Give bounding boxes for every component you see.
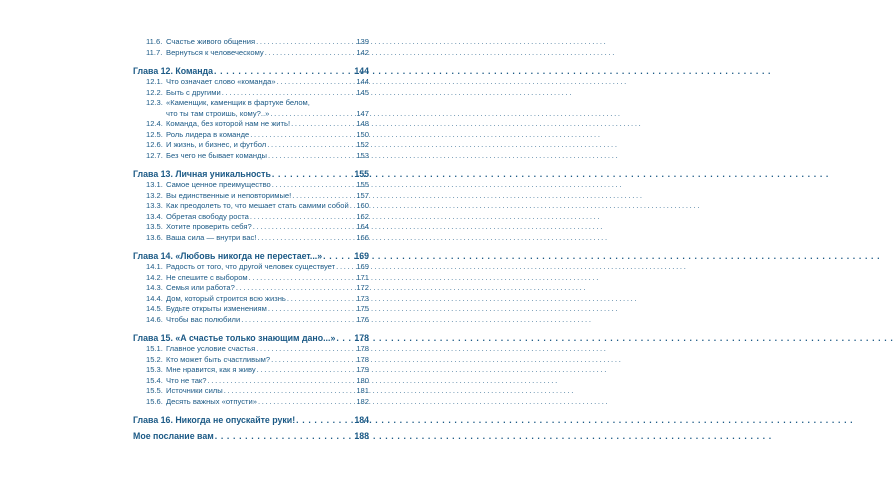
page-number: 162: [356, 211, 369, 221]
toc-section-row[interactable]: [133, 233, 369, 244]
toc-section-row[interactable]: [133, 294, 369, 305]
section-number: 12.1.: [146, 77, 163, 86]
toc-section-row[interactable]: [133, 119, 369, 130]
section-title: Радость от того, что другой человек существует: [166, 262, 336, 271]
section-title: Счастье живого общения: [166, 37, 256, 46]
section-number: 15.3.: [146, 365, 163, 374]
toc-section-row[interactable]: [133, 191, 369, 202]
chapter-title: Мое послание вам: [133, 431, 214, 441]
section-number: 12.2.: [146, 87, 163, 97]
toc-section-row[interactable]: [133, 365, 369, 376]
page-number: 166: [356, 232, 369, 242]
dot-leader: [295, 414, 354, 426]
toc-section-row[interactable]: [133, 98, 369, 109]
dot-leader: [269, 109, 356, 120]
section-title: Без чего не бывает команды: [166, 150, 267, 160]
dot-leader: [223, 386, 357, 397]
section-number: 13.1.: [146, 180, 163, 189]
toc-section-row[interactable]: [133, 77, 369, 88]
dot-leader: [221, 88, 357, 99]
section-title: Команда, без которой нам не жить!: [166, 119, 291, 128]
dot-leader: [240, 315, 356, 326]
toc-section-row[interactable]: [133, 222, 369, 233]
section-title-continuation: что ты там строишь, кому?..»: [166, 108, 270, 118]
section-number: 15.2.: [146, 354, 163, 364]
toc-section-row[interactable]: [133, 262, 369, 273]
page-number: 180: [356, 375, 369, 385]
page-number: 172: [356, 283, 369, 292]
section-title: Самое ценное преимущество: [166, 180, 271, 189]
section-title: Главное условие счастья: [166, 344, 256, 353]
page-number: 155: [356, 180, 369, 189]
section-number: 13.4.: [146, 211, 163, 221]
page-number: 148: [356, 119, 369, 128]
section-number: 11.7.: [146, 47, 163, 57]
page-number: 164: [356, 222, 369, 231]
section-number: 15.4.: [146, 375, 163, 385]
toc-section-row[interactable]: [133, 344, 369, 355]
page-number: 178: [356, 354, 369, 364]
dot-leader: [271, 168, 354, 180]
dot-leader: [291, 191, 356, 202]
page-number: 173: [356, 293, 369, 303]
section-title: Кто может быть счастливым?: [166, 354, 271, 364]
section-title: Чтобы вас полюбили: [166, 314, 241, 324]
section-title: Мне нравится, как я живу: [166, 365, 256, 374]
dot-leader: [256, 365, 357, 376]
page-number: 160: [356, 201, 369, 210]
page-number: 147: [356, 108, 369, 118]
page-number: 150: [356, 129, 369, 139]
dot-leader: [206, 376, 356, 387]
section-number: 15.6.: [146, 396, 163, 406]
section-title: И жизнь, и бизнес, и футбол: [166, 140, 267, 149]
toc-section-row[interactable]: [133, 37, 369, 48]
page-number: 184: [354, 415, 369, 425]
page-number: 152: [356, 140, 369, 149]
dot-leader: [335, 332, 354, 344]
section-title: Источники силы: [166, 386, 223, 395]
page-number: 178: [354, 333, 369, 343]
page-number: 144: [356, 77, 369, 86]
section-title: Что не так?: [166, 375, 207, 385]
section-number: 14.4.: [146, 293, 163, 303]
dot-leader: [214, 430, 355, 442]
chapter-title: Глава 12. Команда: [133, 66, 214, 76]
toc-section-row[interactable]: [133, 151, 369, 162]
toc-section-row[interactable]: [133, 355, 369, 366]
dot-leader: [248, 273, 357, 284]
page-number: 182: [356, 396, 369, 406]
toc-section-row[interactable]: [133, 140, 369, 151]
page-number: 169: [354, 251, 369, 261]
section-number: 15.1.: [146, 344, 163, 353]
page-number: 144: [354, 66, 369, 76]
section-number: 11.6.: [146, 37, 163, 46]
section-number: 13.5.: [146, 222, 163, 231]
section-title: Роль лидера в команде: [166, 129, 250, 139]
page-number: 153: [356, 150, 369, 160]
dot-leader: [235, 283, 357, 294]
toc-section-row[interactable]: [133, 315, 369, 326]
dot-leader: [213, 65, 354, 77]
section-number: 14.3.: [146, 283, 163, 292]
page-number: 169: [356, 262, 369, 271]
dot-leader: [264, 48, 357, 59]
section-title: Быть с другими: [166, 87, 221, 97]
dot-leader: [349, 201, 357, 212]
dot-leader: [267, 151, 356, 162]
section-title: Семья или работа?: [166, 283, 235, 292]
section-title: Дом, который строится всю жизнь: [166, 293, 286, 303]
toc-section-row[interactable]: [133, 376, 369, 387]
dot-leader: [255, 344, 356, 355]
toc-chapter-row[interactable]: [133, 250, 369, 262]
section-number: 13.3.: [146, 201, 163, 210]
dot-leader: [249, 130, 356, 141]
toc-section-row[interactable]: [133, 273, 369, 284]
section-title: Не спешите с выбором: [166, 272, 248, 282]
page-number: 178: [356, 344, 369, 353]
section-title: Вернуться к человеческому: [166, 47, 264, 57]
toc-chapter-row[interactable]: [133, 332, 369, 344]
section-number: 15.5.: [146, 386, 163, 395]
section-title: «Каменщик, каменщик в фартуке белом,: [166, 98, 310, 107]
toc-section-row[interactable]: [133, 397, 369, 408]
dot-leader: [290, 119, 356, 130]
section-number: 14.5.: [146, 304, 163, 313]
section-number: 14.1.: [146, 262, 163, 271]
toc-section-row[interactable]: [133, 201, 369, 212]
toc-chapter-row[interactable]: [133, 430, 369, 442]
dot-leader: [286, 294, 356, 305]
section-number: 12.5.: [146, 129, 163, 139]
toc-chapter-row[interactable]: [133, 414, 369, 426]
section-title: Как преодолеть то, что мешает стать самими собой: [166, 201, 349, 210]
dot-leader: [255, 37, 356, 48]
page-number: 181: [356, 386, 369, 395]
dot-leader: [322, 250, 354, 262]
section-title: Что означает слово «команда»: [166, 77, 276, 86]
page-number: 179: [356, 365, 369, 374]
page-number: 176: [356, 314, 369, 324]
dot-leader: [252, 222, 357, 233]
page-number: 175: [356, 304, 369, 313]
dot-leader: [276, 77, 357, 88]
chapter-title: Глава 16. Никогда не опускайте руки!: [133, 415, 296, 425]
chapter-title: Глава 15. «А счастье только знающим дано...»: [133, 333, 336, 343]
page-number: 157: [356, 190, 369, 200]
section-number: 14.2.: [146, 272, 163, 282]
section-number: 12.6.: [146, 140, 163, 149]
page-number: 188: [354, 431, 369, 441]
section-title: Десять важных «отпусти»: [166, 396, 257, 406]
toc-section-row[interactable]: [133, 130, 369, 141]
table-of-contents: [133, 37, 369, 442]
chapter-title: Глава 14. «Любовь никогда не перестает...»: [133, 251, 323, 261]
section-number: 12.4.: [146, 119, 163, 128]
section-number: 12.7.: [146, 150, 163, 160]
dot-leader: [266, 140, 356, 151]
dot-leader: [256, 233, 356, 244]
section-title: Вы единственные и неповторимые!: [166, 190, 292, 200]
page-number: 145: [356, 87, 369, 97]
section-title: Ваша сила — внутри вас!: [166, 232, 257, 242]
page-number: 171: [356, 272, 369, 282]
section-title: Обретая свободу роста: [166, 211, 249, 221]
toc-chapter-row[interactable]: [133, 65, 369, 77]
toc-section-row[interactable]: [133, 180, 369, 191]
dot-leader: [267, 304, 357, 315]
section-number: 13.2.: [146, 190, 163, 200]
toc-section-row[interactable]: [133, 386, 369, 397]
toc-section-row[interactable]: [133, 304, 369, 315]
toc-section-continuation[interactable]: [133, 109, 369, 120]
toc-chapter-row[interactable]: [133, 168, 369, 180]
section-number: 14.6.: [146, 314, 163, 324]
section-number: 12.3.: [146, 98, 163, 107]
dot-leader: [335, 262, 356, 273]
page-number: 155: [354, 169, 369, 179]
toc-section-row[interactable]: [133, 283, 369, 294]
dot-leader: [271, 180, 357, 191]
dot-leader: [257, 397, 356, 408]
chapter-title: Глава 13. Личная уникальность: [133, 169, 271, 179]
toc-section-row[interactable]: [133, 48, 369, 59]
section-number: 13.6.: [146, 232, 163, 242]
toc-section-row[interactable]: [133, 212, 369, 223]
page-number: 139: [356, 37, 369, 46]
page-number: 142: [356, 47, 369, 57]
toc-section-row[interactable]: [133, 88, 369, 99]
section-title: Хотите проверить себя?: [166, 222, 252, 231]
dot-leader: [249, 212, 356, 223]
dot-leader: [270, 355, 356, 366]
section-title: Будьте открыты изменениям: [166, 304, 267, 313]
